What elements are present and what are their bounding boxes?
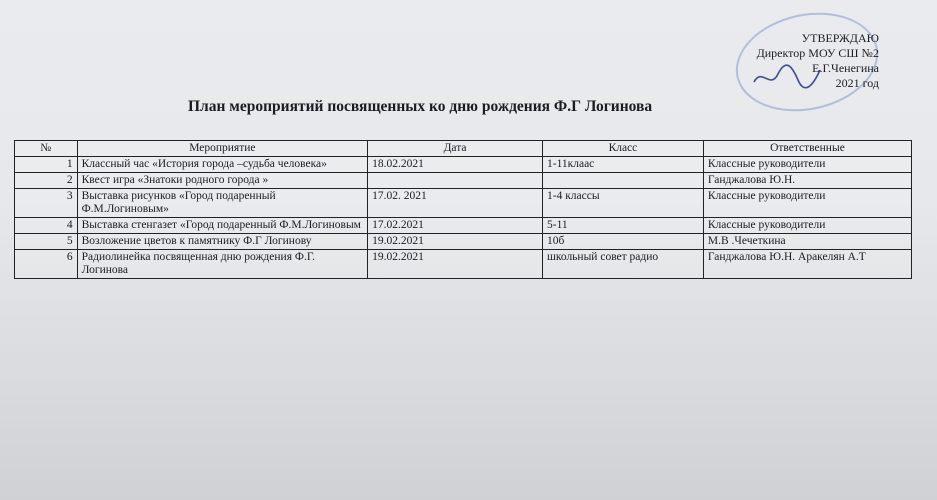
cell-date: 18.02.2021 (368, 157, 543, 173)
header-event: Мероприятие (77, 141, 368, 157)
cell-class: 1-11клаас (542, 157, 703, 173)
header-class: Класс (542, 141, 703, 157)
header-number: № (15, 141, 78, 157)
table-row (15, 189, 912, 218)
table-row (15, 173, 912, 189)
cell-event: Радиолинейка посвященная дню рождения Ф.Г. Логинова (77, 250, 368, 279)
cell-event: Возложение цветов к памятнику Ф.Г Логинову (77, 234, 368, 250)
cell-event: Выставка стенгазет «Город подаренный Ф.М.Логиновым (77, 218, 368, 234)
table-row (15, 218, 912, 234)
cell-number: 2 (15, 173, 78, 189)
cell-date: 19.02.2021 (368, 250, 543, 279)
table-row (15, 250, 912, 279)
table-row (15, 157, 912, 173)
table-header-row (15, 141, 912, 157)
header-date: Дата (368, 141, 543, 157)
cell-date: 17.02. 2021 (368, 189, 543, 218)
cell-event: Квест игра «Знатоки родного города » (77, 173, 368, 189)
cell-number: 3 (15, 189, 78, 218)
approval-position: Директор МОУ СШ №2 (756, 46, 879, 60)
cell-number: 5 (15, 234, 78, 250)
cell-number: 1 (15, 157, 78, 173)
cell-responsible: Классные руководители (703, 189, 911, 218)
approval-signer: Е.Г.Ченегина (812, 61, 879, 75)
cell-class: 5-11 (542, 218, 703, 234)
approval-block (689, 31, 879, 91)
cell-class (542, 173, 703, 189)
cell-responsible: М.В .Чечеткина (703, 234, 911, 250)
cell-responsible: Ганджалова Ю.Н. (703, 173, 911, 189)
table-row (15, 234, 912, 250)
header-responsible: Ответственные (703, 141, 911, 157)
document-title: План мероприятий посвященных ко дню рождения Ф.Г Логинова (188, 98, 653, 115)
cell-responsible: Ганджалова Ю.Н. Аракелян А.Т (703, 250, 911, 279)
cell-number: 6 (15, 250, 78, 279)
cell-class: 1-4 классы (542, 189, 703, 218)
cell-event: Классный час «История города –судьба человека» (77, 157, 368, 173)
cell-class: школьный совет радио (542, 250, 703, 279)
events-table (14, 140, 912, 279)
cell-responsible: Классные руководители (703, 218, 911, 234)
cell-date (368, 173, 543, 189)
cell-date: 17.02.2021 (368, 218, 543, 234)
approval-year: 2021 год (835, 76, 879, 90)
cell-event: Выставка рисунков «Город подаренный Ф.М.Логиновым» (77, 189, 368, 218)
approval-title: УТВЕРЖДАЮ (801, 31, 879, 45)
cell-responsible: Классные руководители (703, 157, 911, 173)
cell-number: 4 (15, 218, 78, 234)
cell-date: 19.02.2021 (368, 234, 543, 250)
cell-class: 10б (542, 234, 703, 250)
